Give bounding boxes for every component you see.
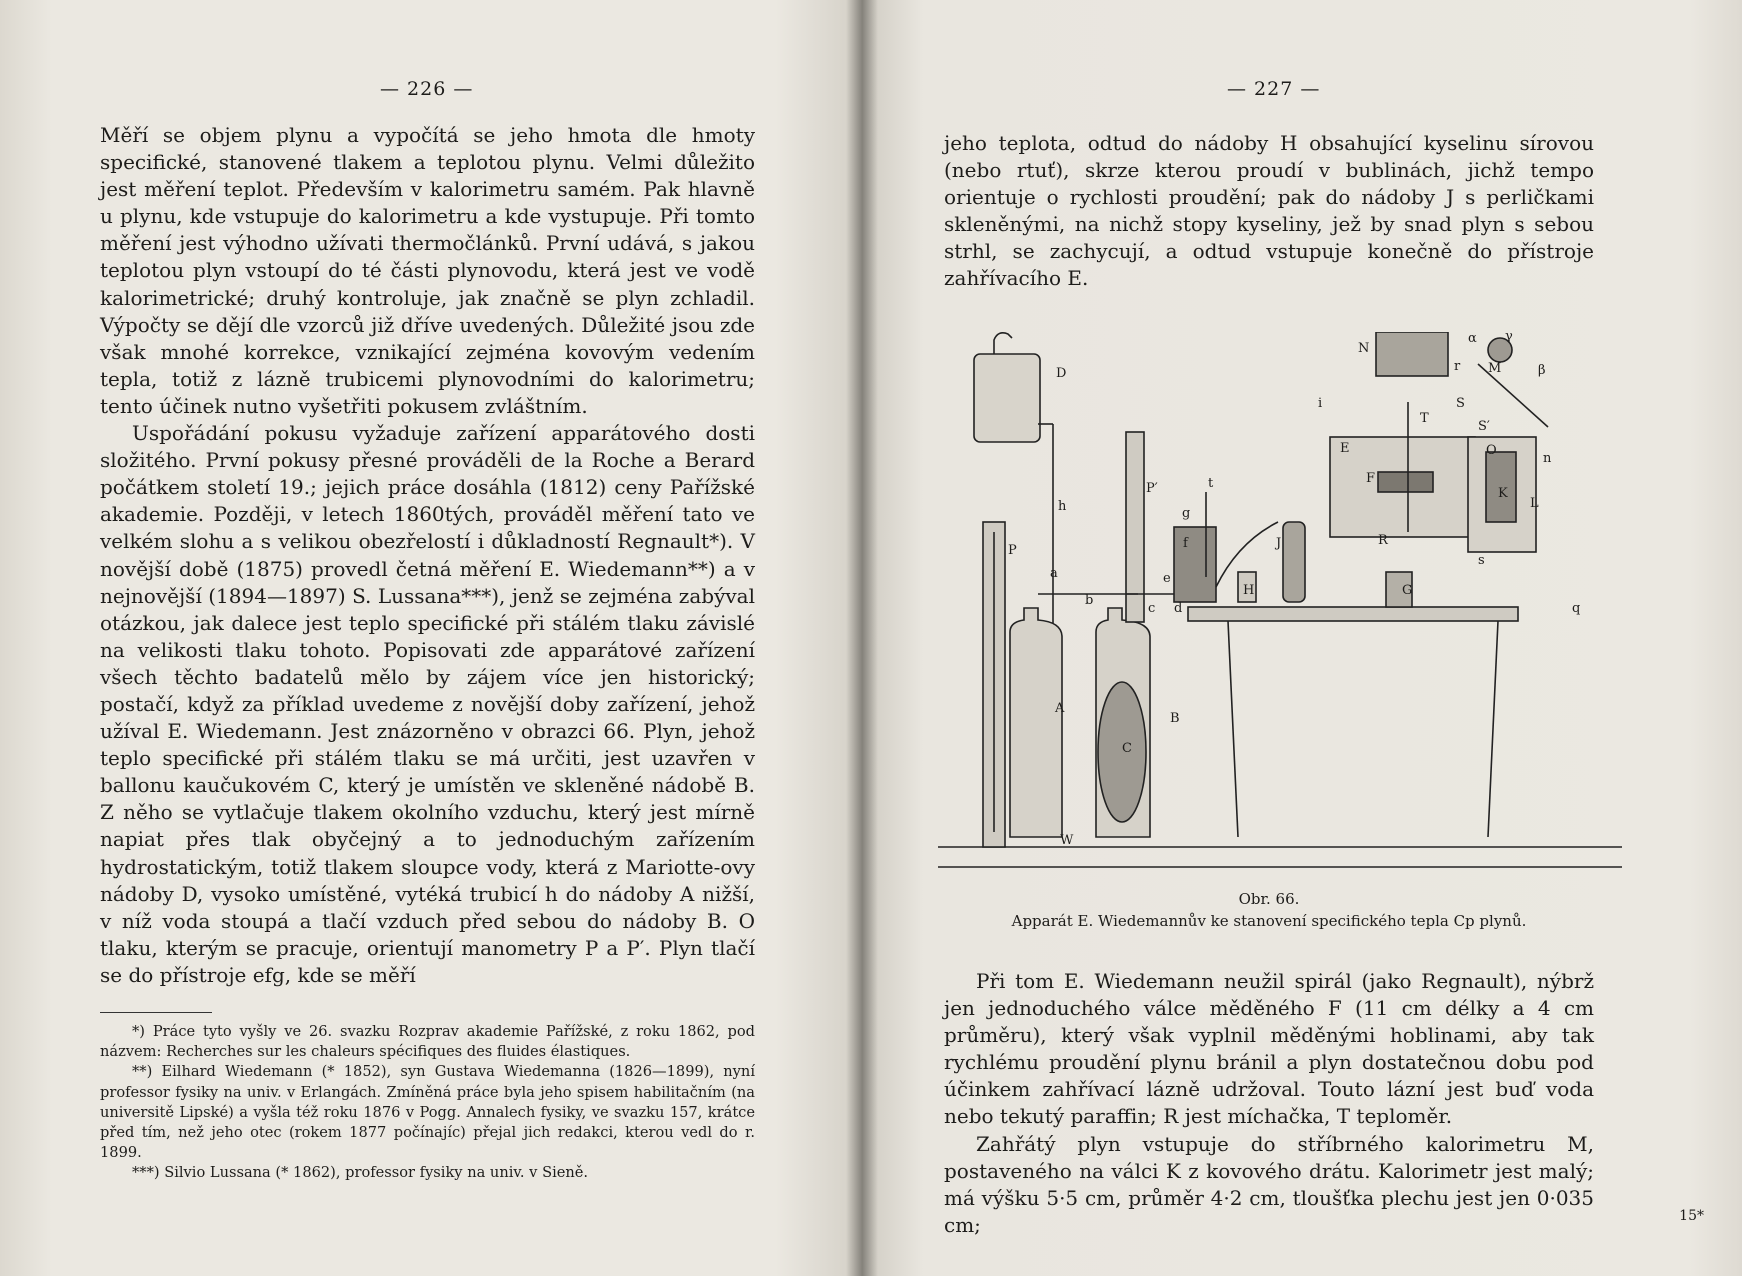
svg-text:a: a	[1050, 566, 1058, 581]
left-paragraph-2: Uspořádání pokusu vyžaduje zařízení apparátového dosti složitého. První pokusy přesné prováděli de la Roche a Berard počátkem století 19.; jejich práce dosáhla (1812) ceny Pařížské akademie. Později, v letech 1860tých, prováděl měření tato ve velkém slohu a s velikou obezřelostí i důkladností Regnault*). V novější době (1875) provedl četná měření E. Wiedemann**) a v nejnovější (1894—1897) S. Lussana***), jenž se zejména zabýval otázkou, jak dalece jest teplo specifické při stálém tlaku závislé na velikosti tlaku tohoto. Popisovati zde apparátové zařízení všech těchto badatelů mělo by zájem více jen historický; postačí, když za příklad uvedeme z novější doby zařízení, jehož užíval E. Wiedemann. Jest znázorněno v obrazci 66. Plyn, jehož teplo specifické při stálém tlaku se má určiti, jest uzavřen v ballonu kaučukovém C, který je umístěn ve skleněné nádobě B. Z něho se vytlačuje tlakem okolního vzduchu, který jest mírně napiat přes tlak obyčejný a to jednoduchým zařízením hydrostatickým, totiž tlakem sloupce vody, která z Mariotte-ovy nádoby D, vysoko umístěné, vytéká trubicí h do nádoby A nižší, v níž voda stoupá a tlačí vzduch před sebou do nádoby B. O tlaku, kterým se pracuje, orientují manometry P a P′. Plyn tlačí se do přístroje efg, kde se měří	[100, 421, 755, 987]
svg-text:P: P	[1008, 543, 1017, 558]
svg-text:n: n	[1543, 451, 1552, 466]
svg-text:W: W	[1060, 833, 1074, 848]
right-paragraph-top: jeho teplota, odtud do nádoby H obsahující kyselinu sírovou (nebo rtuť), skrze kterou proudí v bublinách, jichž tempo orientuje o rychlosti proudění; pak do nádoby J s perličkami skleněnými, na nichž stopy kyseliny, jež by snad plyn s sebou strhl, se zachycují, a odtud vstupuje konečně do přístroje zahřívacího E.	[944, 131, 1594, 291]
svg-text:O: O	[1486, 443, 1497, 458]
svg-text:i: i	[1318, 396, 1323, 411]
right-bottom-text	[944, 968, 1594, 1239]
svg-text:L: L	[1530, 496, 1539, 511]
svg-text:D: D	[1056, 366, 1067, 381]
svg-text:M: M	[1488, 361, 1502, 376]
footnotes	[100, 1022, 755, 1184]
right-top-text	[944, 130, 1594, 293]
apparatus-illustration	[938, 332, 1622, 877]
svg-text:K: K	[1498, 486, 1508, 501]
svg-text:t: t	[1208, 476, 1214, 491]
figure-number: Obr. 66.	[1238, 890, 1300, 908]
svg-text:E: E	[1340, 441, 1350, 456]
svg-text:d: d	[1174, 601, 1183, 616]
svg-text:J: J	[1276, 536, 1282, 551]
page-number-left: — 226 —	[380, 78, 474, 100]
svg-text:s: s	[1478, 553, 1485, 568]
svg-text:R: R	[1378, 533, 1388, 548]
svg-text:N: N	[1358, 341, 1370, 356]
right-paragraph-1: Při tom E. Wiedemann neužil spirál (jako Regnault), nýbrž jen jednoduchého válce měděného F (11 cm délky a 4 cm průměru), který však vyplnil měděnými hoblinami, aby tak rychlému proudění plynu bránil a plyn dostatečnou dobu pod účinkem zahřívací lázně udržoval. Touto lázní jest buď voda nebo tekutý paraffin; R jest míchačka, T teploměr.	[944, 969, 1594, 1129]
page-number-right: — 227 —	[1227, 78, 1321, 100]
svg-text:b: b	[1085, 593, 1094, 608]
left-body-text	[100, 122, 755, 989]
footnote-3: ***) Silvio Lussana (* 1862), professor fysiky na univ. v Sieně.	[132, 1164, 589, 1182]
svg-text:β: β	[1538, 363, 1546, 378]
svg-text:C: C	[1122, 741, 1132, 756]
svg-text:B: B	[1170, 711, 1180, 726]
left-page	[0, 0, 862, 1276]
svg-text:T: T	[1420, 411, 1429, 426]
svg-text:q: q	[1572, 601, 1581, 616]
svg-text:h: h	[1058, 499, 1067, 514]
signature-mark: 15*	[1679, 1208, 1704, 1224]
svg-text:g: g	[1182, 506, 1191, 521]
svg-text:e: e	[1163, 571, 1171, 586]
svg-text:S: S	[1456, 396, 1465, 411]
footnote-1: *) Práce tyto vyšly ve 26. svazku Rozprav akademie Pařížské, z roku 1862, pod názvem: Recherches sur les chaleurs spécifiques des fluides élastiques.	[100, 1023, 755, 1061]
book-gutter	[846, 0, 878, 1276]
svg-text:α: α	[1468, 332, 1477, 346]
svg-text:S′: S′	[1478, 419, 1490, 434]
svg-text:r: r	[1454, 359, 1461, 374]
footnote-divider	[100, 1012, 212, 1013]
svg-text:c: c	[1148, 601, 1156, 616]
svg-text:F: F	[1366, 471, 1376, 486]
right-paragraph-2: Zahřátý plyn vstupuje do stříbrného kalorimetru M, postaveného na válci K z kovového drátu. Kalorimetr jest malý; má výšku 5·5 cm, průměr 4·2 cm, tloušťka plechu jest jen 0·035 cm;	[944, 1131, 1594, 1237]
right-page	[862, 0, 1742, 1276]
left-paragraph-1: Měří se objem plynu a vypočítá se jeho hmota dle hmoty specifické, stanovené tlakem a teplotou plynu. Velmi důležito jest měření teplot. Především v kalorimetru samém. Pak hlavně u plynu, kde vstupuje do kalorimetru a kde vystupuje. Při tomto měření jest výhodno užívati thermočlánků. První udává, s jakou teplotou plyn vstoupí do té části plynovodu, která jest ve vodě kalorimetrické; druhý kontroluje, jak značně se plyn zchladil. Výpočty se dějí dle vzorců již dříve uvedených. Důležité jsou zde však mnohé korrekce, vznikající zejména kovovým vedením tepla, totiž z lázně trubicemi plynovodními do kalorimetru; tento účinek nutno vyšetřiti pokusem zvláštním.	[100, 123, 755, 418]
figure-caption: Apparát E. Wiedemannův ke stanovení specifického tepla Cp plynů.	[1011, 912, 1527, 930]
svg-text:P′: P′	[1146, 481, 1158, 496]
svg-text:H: H	[1243, 583, 1255, 598]
svg-text:G: G	[1402, 583, 1413, 598]
footnote-2: **) Eilhard Wiedemann (* 1852), syn Gustava Wiedemanna (1826—1899), nyní professor fysiky na univ. v Erlangách. Zmíněná práce byla jeho spisem habilitačním (na universitě Lipské) a vyšla též roku 1876 v Pogg. Annalech fysiky, ve svazku 157, krátce před tím, než jeho otec (rokem 1877 počínajíc) přejal jich redakci, kterou vedl do r. 1899.	[100, 1063, 755, 1162]
svg-text:f: f	[1183, 536, 1188, 551]
svg-text:A: A	[1055, 701, 1065, 716]
svg-text:γ: γ	[1505, 332, 1513, 344]
